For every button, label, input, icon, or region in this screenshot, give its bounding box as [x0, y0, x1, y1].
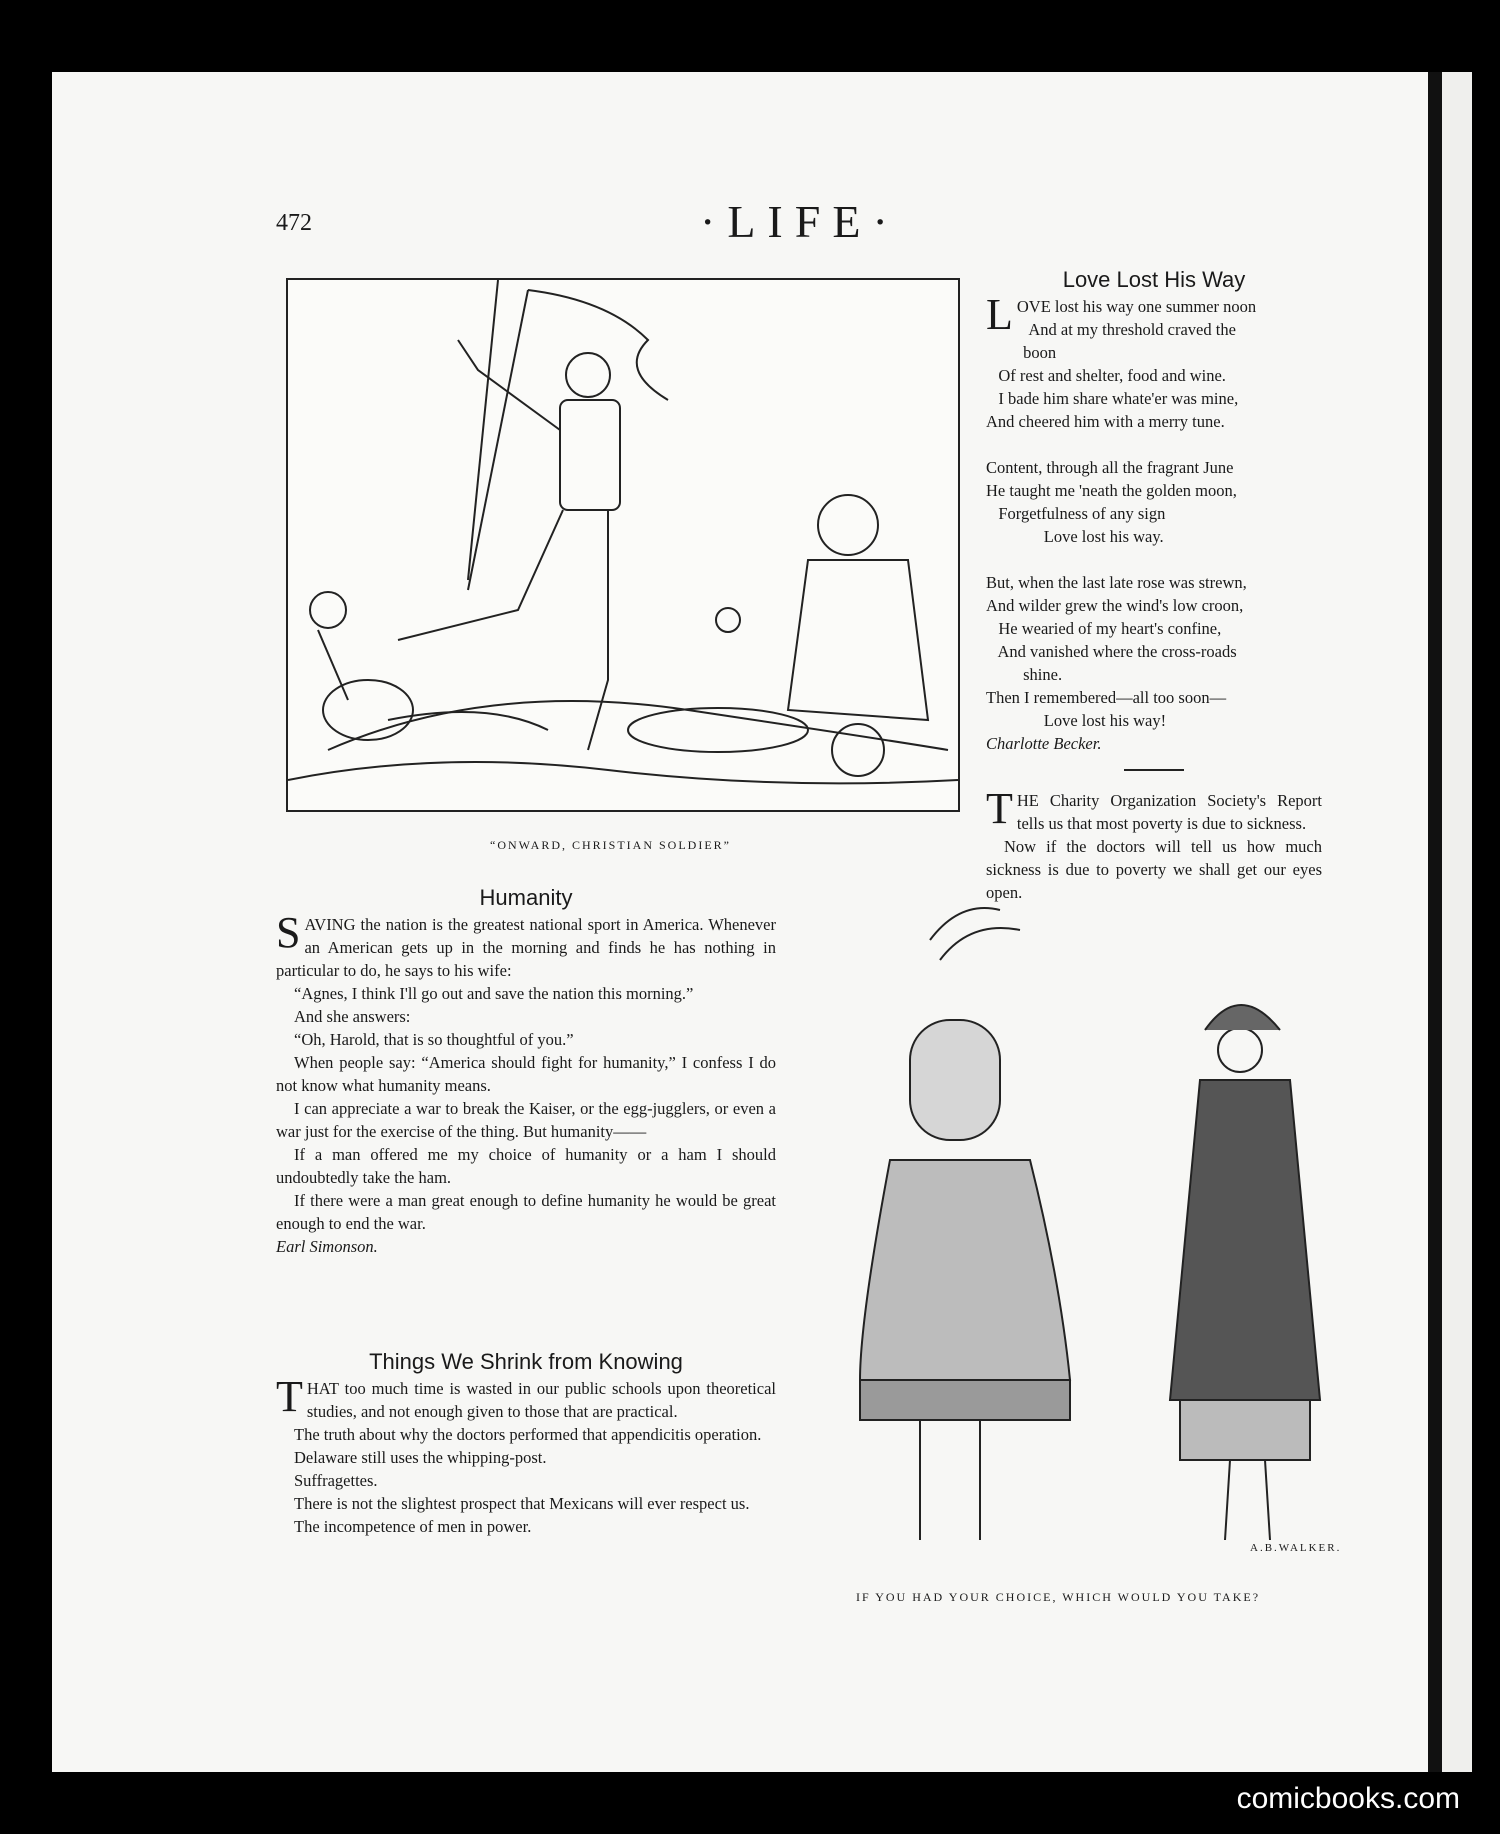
poem-line: Of rest and shelter, food and wine. — [986, 366, 1226, 385]
poem-line: And at my threshold craved the — [1016, 320, 1236, 339]
paragraph: “Oh, Harold, that is so thoughtful of you.” — [294, 1030, 574, 1049]
paragraph: The truth about why the doctors performed that appendicitis operation. — [294, 1425, 762, 1444]
paragraph: Now if the doctors will tell us how much sickness is due to poverty we shall get our eyes open. — [986, 837, 1322, 902]
soldier-illustration — [286, 278, 960, 812]
humanity-article — [276, 886, 776, 1258]
poet-signature: Charlotte Becker. — [986, 734, 1102, 753]
divider — [1124, 769, 1184, 771]
illustration-caption: “ONWARD, CHRISTIAN SOLDIER” — [490, 838, 731, 852]
fashion-illustration — [820, 900, 1380, 1580]
poem-line: LOVE lost his way one summer noon — [986, 290, 1257, 339]
paragraph: Delaware still uses the whipping-post. — [294, 1448, 547, 1467]
paragraph: And she answers: — [294, 1007, 411, 1026]
two-women-drawing — [820, 900, 1380, 1580]
poem-line: shine. — [986, 665, 1063, 684]
poem-line — [986, 433, 1322, 456]
drop-cap: T — [986, 784, 1013, 833]
poem-line: And wilder grew the wind's low croon, — [986, 596, 1244, 615]
paragraph: There is not the slightest prospect that Mexicans will ever respect us. — [294, 1494, 750, 1513]
next-page-edge — [1442, 72, 1472, 1772]
poem-line: Forgetfulness of any sign — [986, 504, 1166, 523]
watermark: comicbooks.com — [1236, 1782, 1460, 1815]
poem-line: Love lost his way! — [986, 711, 1167, 730]
page-number: 472 — [276, 210, 312, 236]
poem-line: Then I remembered—all too soon— — [986, 688, 1227, 707]
paragraph: I can appreciate a war to break the Kaiser, or the egg-jugglers, or even a war just for the exercise of the thing. But humanity—— — [276, 1099, 776, 1141]
poem-line: I bade him share whate'er was mine, — [986, 389, 1239, 408]
drop-cap: S — [276, 908, 301, 957]
article-title: Humanity — [479, 885, 573, 910]
poem-line: And cheered him with a merry tune. — [986, 412, 1225, 431]
page-gutter — [1428, 72, 1442, 1772]
poem-line: He taught me 'neath the golden moon, — [986, 481, 1237, 500]
illustration-caption: IF YOU HAD YOUR CHOICE, WHICH WOULD YOU TAKE? — [856, 1590, 1261, 1604]
poem — [986, 268, 1322, 904]
poem-line — [986, 548, 1322, 571]
poem-line: And vanished where the cross-roads — [986, 642, 1237, 661]
poem-line: He wearied of my heart's confine, — [986, 619, 1222, 638]
shrink-article — [276, 1350, 776, 1538]
soldier-drawing — [288, 280, 958, 810]
paragraph: “Agnes, I think I'll go out and save the nation this morning.” — [294, 984, 694, 1003]
paragraph: When people say: “America should fight for humanity,” I confess I do not know what humanity means. — [276, 1053, 776, 1095]
poem-line: Content, through all the fragrant June — [986, 458, 1234, 477]
poem-title: Love Lost His Way — [1062, 267, 1246, 292]
article-lead: THAT too much time is wasted in our public schools upon theoretical studies, and not enough given to those that are practical. — [276, 1372, 776, 1421]
paragraph: If there were a man great enough to define humanity he would be great enough to end the war. — [276, 1191, 776, 1233]
poem-line: But, when the last late rose was strewn, — [986, 573, 1247, 592]
paragraph: If a man offered me my choice of humanity or a ham I should undoubtedly take the ham. — [276, 1145, 776, 1187]
article-lead: SAVING the nation is the greatest national sport in America. Whenever an American gets up in the morning and finds he has nothing in particular to do, he says to his wife: — [276, 908, 776, 980]
poem-line: boon — [986, 343, 1057, 362]
author-signature: Earl Simonson. — [276, 1237, 378, 1256]
drop-cap: L — [986, 290, 1013, 339]
poem-line: Love lost his way. — [986, 527, 1164, 546]
magazine-title: ·LIFE· — [700, 196, 900, 247]
artist-signature: A.B.WALKER. — [1250, 1542, 1342, 1554]
charity-lead: THE Charity Organization Society's Report tells us that most poverty is due to sickness. — [986, 784, 1322, 833]
paragraph: The incompetence of men in power. — [294, 1517, 532, 1536]
poem-body — [986, 290, 1322, 732]
article-title: Things We Shrink from Knowing — [369, 1349, 683, 1374]
drop-cap: T — [276, 1372, 303, 1421]
paragraph: Suffragettes. — [294, 1471, 378, 1490]
